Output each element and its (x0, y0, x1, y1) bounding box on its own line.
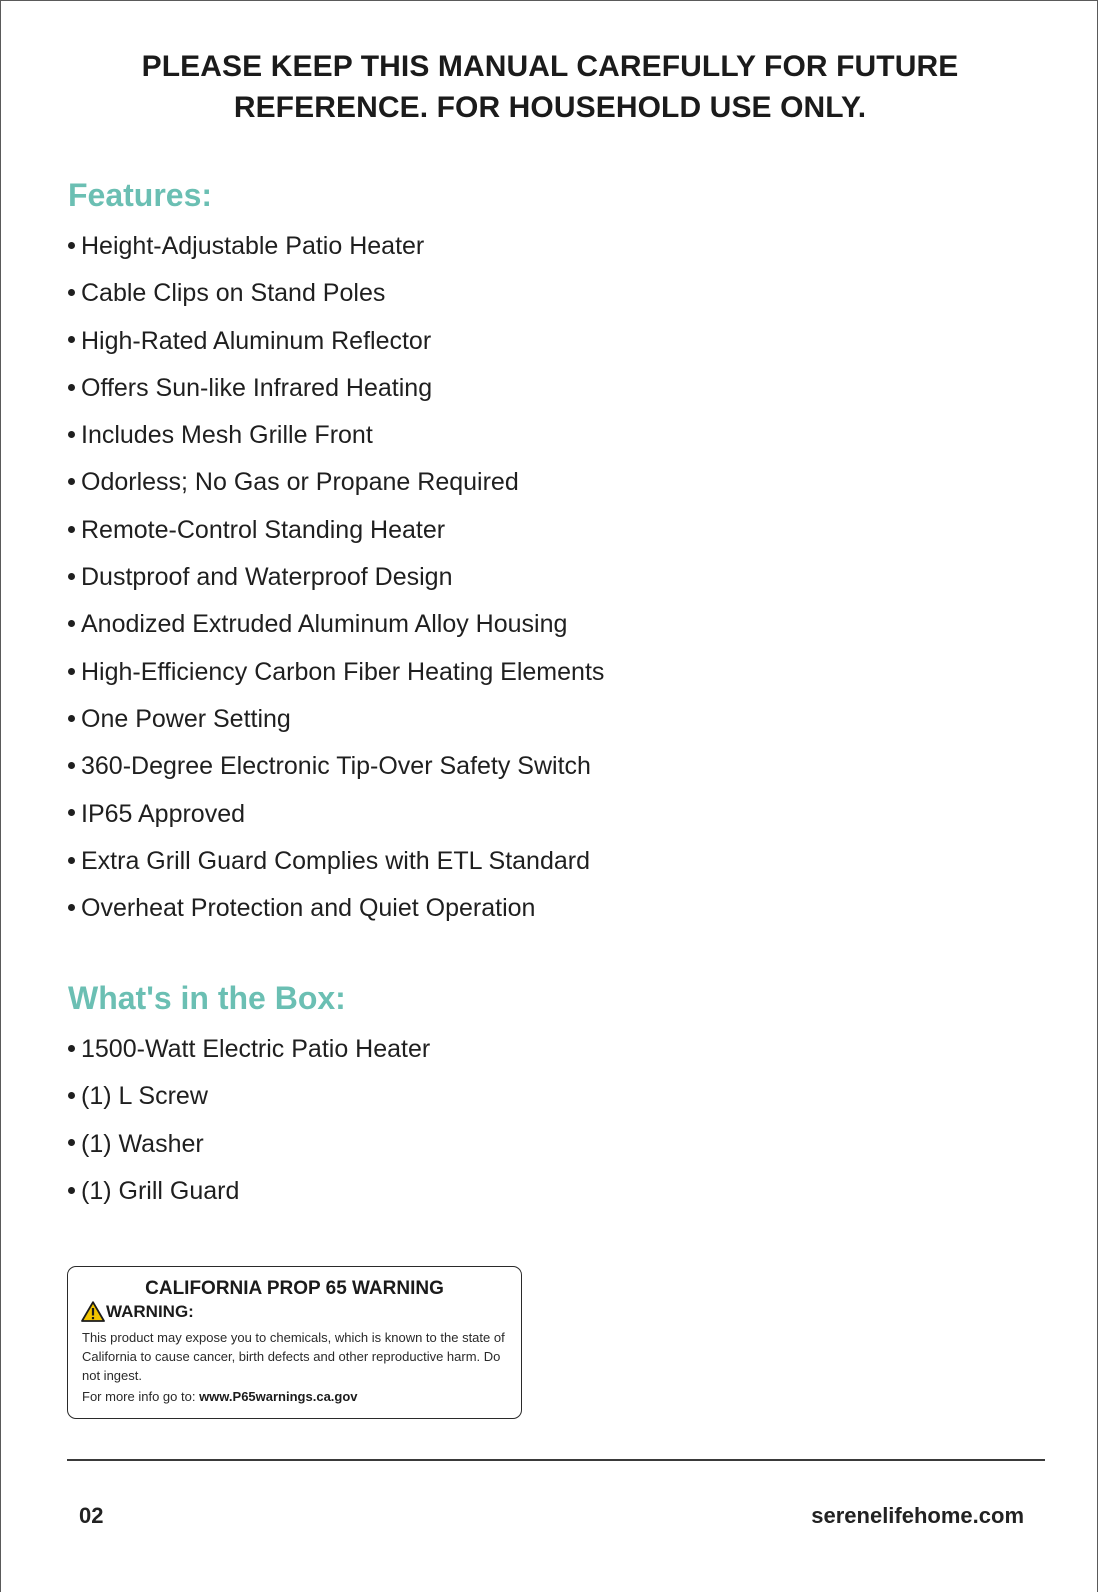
box-item-text: 1500-Watt Electric Patio Heater (81, 1035, 431, 1063)
box-contents-list (68, 1031, 430, 1220)
feature-item-text: Overheat Protection and Quiet Operation (81, 894, 536, 923)
box-item (68, 1126, 430, 1173)
bullet-icon (68, 762, 75, 769)
warning-more-prefix: For more info go to: (82, 1389, 200, 1404)
feature-item-text: Extra Grill Guard Complies with ETL Standard (81, 846, 590, 875)
bullet-icon (68, 384, 75, 391)
feature-item-text: Height-Adjustable Patio Heater (81, 232, 425, 260)
bullet-icon (68, 620, 75, 627)
feature-item (68, 559, 604, 606)
bullet-icon (68, 1187, 75, 1194)
feature-item-text: One Power Setting (81, 704, 291, 733)
bullet-icon (68, 289, 75, 296)
box-item-text: (1) Washer (81, 1129, 204, 1158)
feature-item-text: Cable Clips on Stand Poles (81, 279, 386, 308)
feature-item-text: Includes Mesh Grille Front (81, 421, 373, 450)
warning-label: WARNING: (106, 1301, 194, 1321)
bullet-icon (68, 431, 75, 438)
box-item-text: (1) L Screw (81, 1082, 208, 1111)
feature-item (68, 370, 604, 417)
feature-item (68, 228, 604, 275)
feature-item (68, 323, 604, 370)
bullet-icon (68, 336, 75, 343)
header-line-1: PLEASE KEEP THIS MANUAL CAREFULLY FOR FUTURE (141, 50, 959, 83)
bullet-icon (68, 478, 75, 485)
prop65-heading: CALIFORNIA PROP 65 WARNING (145, 1278, 444, 1299)
feature-item (68, 654, 604, 701)
bullet-icon (68, 526, 75, 533)
warning-triangle-icon (81, 1301, 105, 1322)
bullet-icon (68, 904, 75, 911)
feature-item-text: IP65 Approved (81, 799, 246, 828)
prop65-warning-box (67, 1266, 522, 1419)
bullet-icon (68, 668, 75, 675)
bullet-icon (68, 573, 75, 580)
website-url[interactable]: serenelifehome.com (811, 1503, 1024, 1528)
feature-item-text: High-Efficiency Carbon Fiber Heating Elements (81, 657, 605, 686)
warning-more-info (82, 1389, 358, 1404)
feature-item (68, 796, 604, 843)
feature-item (68, 275, 604, 322)
p65-warnings-link[interactable]: www.P65warnings.ca.gov (199, 1389, 358, 1404)
feature-item-text: Offers Sun-like Infrared Heating (81, 373, 433, 402)
bullet-icon (68, 242, 75, 249)
warning-body-text: This product may expose you to chemicals, which is known to the state of California to cause cancer, birth defects and other reproductive harm. Do not ingest. (82, 1330, 505, 1383)
header-line-2: REFERENCE. FOR HOUSEHOLD USE ONLY. (233, 91, 867, 124)
feature-item-text: Anodized Extruded Aluminum Alloy Housing (81, 610, 568, 639)
manual-header (68, 46, 1032, 128)
box-item (68, 1173, 430, 1220)
box-item (68, 1031, 430, 1078)
feature-item-text: Dustproof and Waterproof Design (81, 563, 453, 592)
feature-item (68, 701, 604, 748)
bullet-icon (68, 809, 75, 816)
feature-item-text: High-Rated Aluminum Reflector (81, 326, 432, 355)
feature-item (68, 606, 604, 653)
bullet-icon (68, 715, 75, 722)
bullet-icon (68, 1045, 75, 1052)
feature-item (68, 417, 604, 464)
feature-item (68, 748, 604, 795)
feature-item-text: 360-Degree Electronic Tip-Over Safety Switch (81, 752, 591, 781)
feature-item (68, 464, 604, 511)
feature-item-text: Remote-Control Standing Heater (81, 515, 446, 544)
features-title: Features: (68, 177, 213, 213)
feature-item (68, 512, 604, 559)
footer-divider (67, 1459, 1045, 1461)
bullet-icon (68, 857, 75, 864)
box-item (68, 1078, 430, 1125)
warning-label-row (81, 1301, 194, 1322)
features-list (68, 228, 604, 937)
feature-item-text: Odorless; No Gas or Propane Required (81, 468, 519, 497)
bullet-icon (68, 1139, 75, 1146)
box-item-text: (1) Grill Guard (81, 1176, 240, 1205)
feature-item (68, 843, 604, 890)
box-contents-title: What's in the Box: (68, 980, 346, 1016)
bullet-icon (68, 1092, 75, 1099)
page-number: 02 (79, 1503, 104, 1528)
feature-item (68, 890, 604, 937)
